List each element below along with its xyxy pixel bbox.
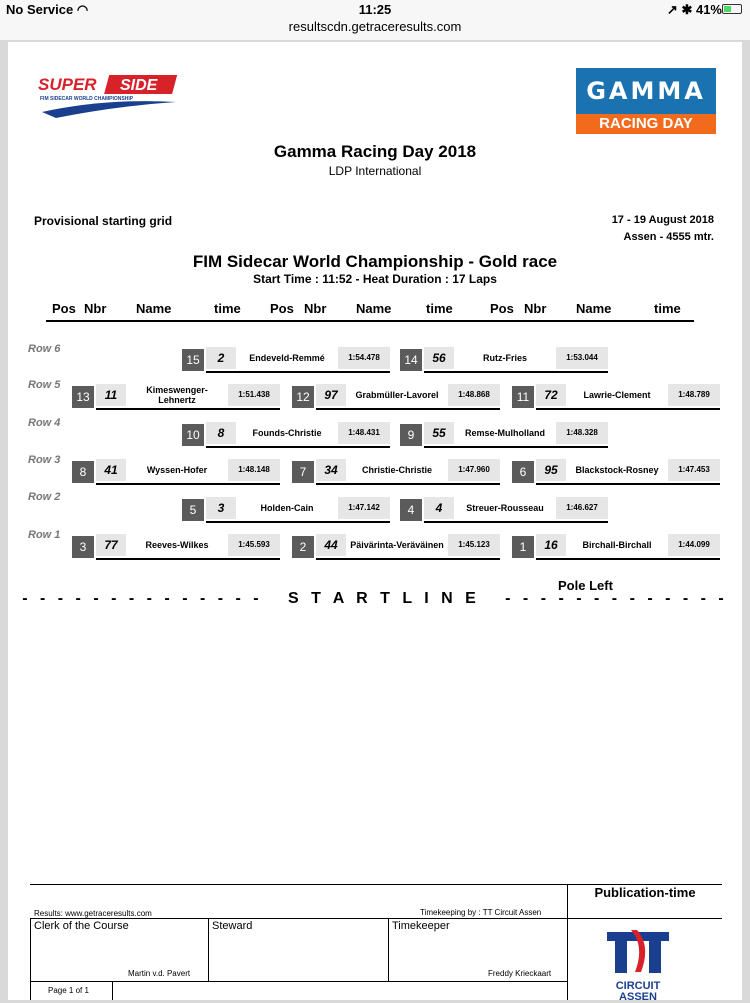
footer-divider (567, 884, 568, 1000)
status-bar (0, 0, 750, 40)
event-subtitle: LDP International (328, 164, 422, 178)
footer-row-line (30, 918, 722, 919)
grid-entry-pos-11 (512, 380, 720, 410)
entry-underline (424, 521, 608, 523)
entry-underline (206, 521, 390, 523)
row-label-3: Row 3 (28, 454, 61, 466)
timekeeper-label: Timekeeper (392, 920, 450, 932)
entry-time: 1:53.044 (556, 347, 608, 369)
entry-number: 56 (424, 347, 454, 369)
row-label-5: Row 5 (28, 379, 61, 391)
entry-underline (536, 408, 720, 410)
clerk-label: Clerk of the Course (34, 920, 129, 932)
document-page (8, 42, 742, 1003)
entry-time: 1:54.478 (338, 347, 390, 369)
footer-bottom-line (30, 981, 567, 982)
gamma-logo-top: GAMMA (576, 68, 716, 114)
circuit-line-2: ASSEN (619, 991, 657, 1003)
race-title: FIM Sidecar World Championship - Gold race (192, 252, 558, 271)
entry-time: 1:47.960 (448, 459, 500, 481)
col-time-3: time (654, 301, 681, 316)
entry-name: Blackstock-Rosney (575, 465, 659, 475)
clock: 11:25 (358, 2, 392, 17)
entry-time: 1:45.123 (448, 534, 500, 556)
entry-number: 4 (424, 497, 454, 519)
event-title: Gamma Racing Day 2018 (273, 142, 477, 161)
entry-name: Streuer-Rousseau (466, 503, 544, 513)
entry-time: 1:48.868 (448, 384, 500, 406)
entry-underline (316, 558, 500, 560)
entry-name: Founds-Christie (252, 428, 322, 438)
grid-entry-pos-14 (400, 343, 608, 373)
svg-text:SIDE: SIDE (120, 77, 158, 94)
footer-col-line-2 (388, 918, 389, 981)
circuit-line-1: CIRCUIT (615, 980, 661, 992)
gamma-logo-bottom: RACING DAY (576, 114, 716, 134)
entry-position: 15 (182, 349, 204, 371)
entry-underline (96, 558, 280, 560)
superside-logo-sub: FIM SIDECAR WORLD CHAMPIONSHIP (40, 96, 134, 102)
battery-icon (722, 4, 742, 14)
entry-time: 1:48.148 (228, 459, 280, 481)
entry-name: Endeveld-Remmé (249, 353, 325, 363)
circuit-assen-logo (593, 926, 683, 1003)
entry-name: Christie-Christie (361, 465, 432, 475)
entry-position: 5 (182, 499, 204, 521)
entry-number: 44 (316, 534, 346, 556)
row-label-4: Row 4 (28, 417, 61, 429)
entry-number: 16 (536, 534, 566, 556)
col-nbr-1: Nbr (84, 301, 107, 316)
swoosh-icon (42, 101, 176, 118)
footer-left-border (30, 918, 31, 1000)
entry-underline (424, 446, 608, 448)
bluetooth-icon: ✱ (681, 2, 693, 17)
entry-number: 3 (206, 497, 236, 519)
entry-name: Päivärinta-Veräväinen (350, 540, 444, 550)
entry-position: 3 (72, 536, 94, 558)
battery-percent: 41% (695, 2, 722, 17)
entry-underline (96, 483, 280, 485)
col-nbr-3: Nbr (524, 301, 547, 316)
entry-name: Rutz-Fries (482, 353, 527, 363)
entry-underline (536, 558, 720, 560)
entry-name: Lawrie-Clement (583, 390, 651, 400)
entry-underline (316, 408, 500, 410)
row-label-2: Row 2 (28, 491, 61, 503)
grid-entry-pos-9 (400, 418, 608, 448)
entry-underline (96, 408, 280, 410)
page-number: Page 1 of 1 (48, 986, 89, 995)
event-place: Assen - 4555 mtr. (623, 231, 714, 243)
entry-number: 95 (536, 459, 566, 481)
col-time-2: time (426, 301, 453, 316)
entry-number: 77 (96, 534, 126, 556)
startline: - - - - - - - - - - - - - - S T A R T L I N E - - - - - - - - - - - - - (22, 590, 728, 607)
address-bar[interactable]: resultscdn.getraceresults.com (288, 19, 462, 34)
entry-position: 4 (400, 499, 422, 521)
entry-name: Kimeswenger-Lehnertz (146, 385, 208, 405)
entry-position: 1 (512, 536, 534, 558)
grid-entry-pos-8 (72, 455, 280, 485)
grid-entry-pos-1 (512, 530, 720, 560)
entry-position: 7 (292, 461, 314, 483)
entry-number: 2 (206, 347, 236, 369)
entry-time: 1:51.438 (228, 384, 280, 406)
event-date: 17 - 19 August 2018 (611, 214, 714, 226)
entry-time: 1:47.453 (668, 459, 720, 481)
entry-underline (316, 483, 500, 485)
wifi-icon: ◠ (76, 2, 89, 17)
entry-name: Birchall-Birchall (582, 540, 652, 550)
entry-underline (206, 371, 390, 373)
grid-entry-pos-15 (182, 343, 390, 373)
tt-logo-icon (593, 926, 683, 976)
grid-label: Provisional starting grid (34, 214, 173, 228)
entry-time: 1:47.142 (338, 497, 390, 519)
entry-position: 10 (182, 424, 204, 446)
grid-entry-pos-4 (400, 493, 608, 523)
entry-underline (536, 483, 720, 485)
status-right (667, 2, 722, 18)
col-pos-3: Pos (490, 301, 514, 316)
pole-side: Pole Left (558, 578, 613, 593)
entry-name: Grabmüller-Lavorel (355, 390, 439, 400)
row-label-6: Row 6 (28, 343, 61, 355)
col-pos-2: Pos (270, 301, 294, 316)
race-subtitle: Start Time : 11:52 - Heat Duration : 17 Laps (253, 272, 497, 286)
grid-entry-pos-7 (292, 455, 500, 485)
grid-entry-pos-5 (182, 493, 390, 523)
entry-number: 55 (424, 422, 454, 444)
entry-position: 11 (512, 386, 534, 408)
header-divider (46, 320, 694, 322)
entry-name: Reeves-Wilkes (145, 540, 209, 550)
steward-label: Steward (212, 920, 253, 932)
carrier-text: No Service (6, 2, 74, 17)
results-url: Results: www.getraceresults.com (34, 909, 152, 918)
col-name-1: Name (136, 301, 172, 316)
entry-time: 1:45.593 (228, 534, 280, 556)
entry-underline (206, 446, 390, 448)
grid-entry-pos-13 (72, 380, 280, 410)
entry-number: 34 (316, 459, 346, 481)
location-icon: ↗ (666, 2, 678, 17)
col-nbr-2: Nbr (304, 301, 327, 316)
entry-time: 1:46.627 (556, 497, 608, 519)
footer-page-divider (112, 981, 113, 1000)
gamma-logo (576, 68, 716, 134)
entry-number: 41 (96, 459, 126, 481)
publication-time: Publication-time (594, 885, 696, 900)
timekeeper-name: Freddy Krieckaart (488, 969, 552, 978)
grid-entry-pos-3 (72, 530, 280, 560)
entry-name: Remse-Mulholland (464, 428, 545, 438)
col-time-1: time (214, 301, 241, 316)
entry-number: 8 (206, 422, 236, 444)
superside-logo (36, 72, 181, 122)
entry-position: 8 (72, 461, 94, 483)
entry-position: 9 (400, 424, 422, 446)
entry-underline (424, 371, 608, 373)
entry-time: 1:48.431 (338, 422, 390, 444)
grid-entry-pos-10 (182, 418, 390, 448)
superside-logo-text: SUPER (38, 75, 97, 94)
entry-position: 13 (72, 386, 94, 408)
entry-position: 2 (292, 536, 314, 558)
entry-time: 1:44.099 (668, 534, 720, 556)
col-name-3: Name (576, 301, 612, 316)
footer-col-line-1 (208, 918, 209, 981)
entry-position: 12 (292, 386, 314, 408)
col-name-2: Name (356, 301, 392, 316)
col-pos-1: Pos (52, 301, 76, 316)
clerk-name: Martin v.d. Pavert (128, 969, 191, 978)
entry-number: 97 (316, 384, 346, 406)
entry-number: 72 (536, 384, 566, 406)
timekeeping-by: Timekeeping by : TT Circuit Assen (420, 908, 542, 917)
entry-position: 14 (400, 349, 422, 371)
entry-name: Wyssen-Hofer (146, 465, 208, 475)
grid-entry-pos-12 (292, 380, 500, 410)
entry-time: 1:48.328 (556, 422, 608, 444)
entry-position: 6 (512, 461, 534, 483)
entry-name: Holden-Cain (260, 503, 314, 513)
row-label-1: Row 1 (28, 529, 61, 541)
grid-entry-pos-6 (512, 455, 720, 485)
entry-time: 1:48.789 (668, 384, 720, 406)
grid-entry-pos-2 (292, 530, 500, 560)
entry-number: 11 (96, 384, 126, 406)
